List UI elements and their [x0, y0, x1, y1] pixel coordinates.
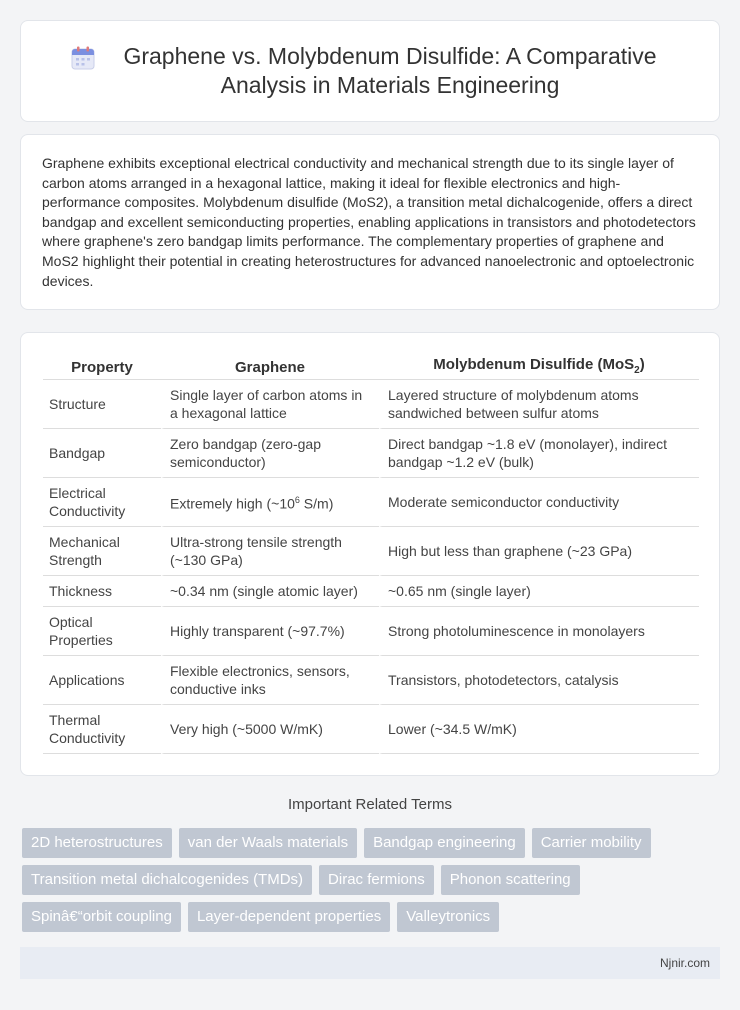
- related-term-tag[interactable]: Spinâ€“orbit coupling: [22, 902, 181, 932]
- table-row: [43, 380, 699, 429]
- row-graphene: Ultra-strong tensile strength (~130 GPa): [161, 527, 379, 576]
- table-row: [43, 705, 699, 754]
- row-property: Optical Properties: [43, 607, 161, 656]
- table-row: [43, 429, 699, 478]
- row-graphene: Very high (~5000 W/mK): [161, 705, 379, 754]
- related-term-tag[interactable]: Bandgap engineering: [364, 828, 525, 858]
- related-term-tag[interactable]: Transition metal dichalcogenides (TMDs): [22, 865, 312, 895]
- footer: [20, 947, 720, 979]
- row-graphene: Zero bandgap (zero-gap semiconductor): [161, 429, 379, 478]
- related-term-tag[interactable]: Carrier mobility: [532, 828, 651, 858]
- related-term-tag[interactable]: Layer-dependent properties: [188, 902, 390, 932]
- page-title: Graphene vs. Molybdenum Disulfide: A Comparative Analysis in Materials Engineering: [123, 43, 657, 98]
- row-mos2: ~0.65 nm (single layer): [379, 576, 699, 607]
- row-property: Thermal Conductivity: [43, 705, 161, 754]
- header-card: [20, 20, 720, 122]
- table-row: [43, 576, 699, 607]
- table-row: [43, 656, 699, 705]
- row-mos2: Moderate semiconductor conductivity: [379, 478, 699, 527]
- header-mos2: Molybdenum Disulfide (MoS$_2$): [379, 351, 699, 380]
- row-mos2: Lower (~34.5 W/mK): [379, 705, 699, 754]
- row-mos2: Layered structure of molybdenum atoms sandwiched between sulfur atoms: [379, 380, 699, 429]
- row-property: Thickness: [43, 576, 161, 607]
- row-graphene: ~0.34 nm (single atomic layer): [161, 576, 379, 607]
- row-property: Structure: [43, 380, 161, 429]
- related-term-tag[interactable]: van der Waals materials: [179, 828, 357, 858]
- row-mos2: High but less than graphene (~23 GPa): [379, 527, 699, 576]
- row-property: Applications: [43, 656, 161, 705]
- row-mos2: Direct bandgap ~1.8 eV (monolayer), indirect bandgap ~1.2 eV (bulk): [379, 429, 699, 478]
- row-mos2: Transistors, photodetectors, catalysis: [379, 656, 699, 705]
- related-term-tag[interactable]: Phonon scattering: [441, 865, 580, 895]
- calendar-icon: [70, 45, 96, 71]
- related-term-tag[interactable]: Dirac fermions: [319, 865, 434, 895]
- header-property: Property: [43, 351, 161, 380]
- comparison-table-card: [20, 332, 720, 776]
- row-mos2: Strong photoluminescence in monolayers: [379, 607, 699, 656]
- row-graphene: Extremely high ($\sim 10^6$ S/m): [161, 478, 379, 527]
- related-term-tag[interactable]: 2D heterostructures: [22, 828, 172, 858]
- row-property: Electrical Conductivity: [43, 478, 161, 527]
- table-row: [43, 478, 699, 527]
- related-terms-title: Important Related Terms: [288, 796, 452, 813]
- row-graphene: Highly transparent (~97.7%): [161, 607, 379, 656]
- intro-text: Graphene exhibits exceptional electrical conductivity and mechanical strength due to its single layer of carbon atoms arranged in a hexagonal lattice, making it ideal for flexible electronics and high-performance composites. Molybdenum disulfide (MoS2), a transition metal dichalcogenide, offers a direct bandgap and excellent semiconducting properties, enabling applications in transistors and photodetectors where graphene's zero bandgap limits performance. The complementary properties of graphene and MoS2 highlight their potential in creating heterostructures for advanced nanoelectronic and optoelectronic devices.: [42, 155, 696, 289]
- row-graphene: Flexible electronics, sensors, conductive inks: [161, 656, 379, 705]
- header-graphene: Graphene: [161, 351, 379, 380]
- table-row: [43, 607, 699, 656]
- row-graphene: Single layer of carbon atoms in a hexagonal lattice: [161, 380, 379, 429]
- row-property: Bandgap: [43, 429, 161, 478]
- intro-card: [20, 134, 720, 310]
- related-terms-list: [22, 828, 722, 939]
- table-row: [43, 527, 699, 576]
- footer-site-link[interactable]: Njnir.com: [659, 956, 710, 970]
- comparison-table: [43, 351, 699, 754]
- related-term-tag[interactable]: Valleytronics: [397, 902, 499, 932]
- row-property: Mechanical Strength: [43, 527, 161, 576]
